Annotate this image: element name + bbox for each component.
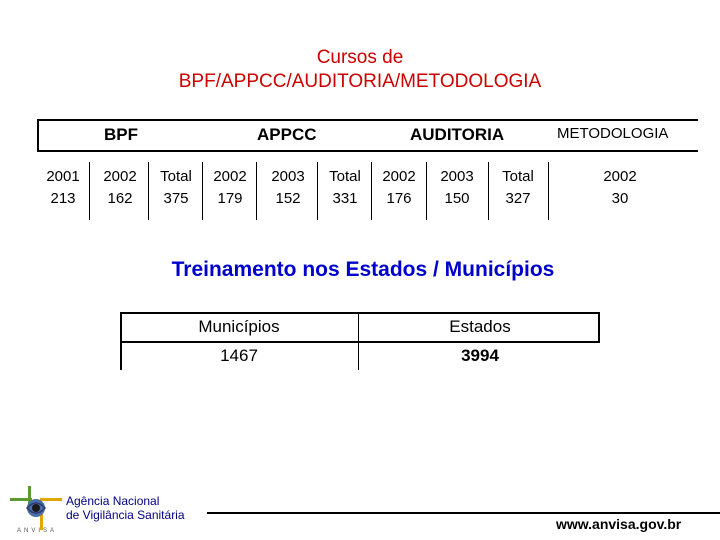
column-label: 2001	[46, 168, 80, 185]
column-divider	[256, 162, 257, 220]
column-label: 2002	[603, 168, 637, 185]
column-label: 2003	[440, 168, 474, 185]
column-label: 2003	[271, 168, 305, 185]
column-value: 375	[163, 190, 189, 207]
column-value: 162	[107, 190, 133, 207]
column-divider	[148, 162, 149, 220]
column-label: 2002	[103, 168, 137, 185]
course-column	[152, 166, 200, 210]
title-line-1: Cursos de	[316, 47, 404, 68]
column-divider	[548, 162, 549, 220]
agency-line-1: Agência Nacional	[66, 494, 160, 508]
group-header-metodologia: METODOLOGIA	[557, 125, 669, 142]
column-value: 30	[611, 190, 629, 207]
column-divider	[426, 162, 427, 220]
group-header-bpf: BPF	[104, 125, 138, 144]
column-label: 2002	[382, 168, 416, 185]
column-label: Total	[502, 168, 534, 185]
column-divider	[488, 162, 489, 220]
column-divider	[202, 162, 203, 220]
group-header-appcc: APPCC	[257, 125, 317, 144]
agency-line-2: de Vigilância Sanitária	[66, 508, 185, 522]
column-value: 150	[444, 190, 470, 207]
agency-name	[66, 494, 185, 522]
anvisa-logo-icon	[10, 486, 62, 530]
column-divider	[89, 162, 90, 220]
footer-rule	[207, 512, 720, 514]
column-label: 2002	[213, 168, 247, 185]
training-value-municipios: 1467	[220, 346, 258, 365]
column-value: 213	[50, 190, 76, 207]
course-column	[262, 166, 314, 210]
column-value: 176	[386, 190, 412, 207]
column-label: Total	[329, 168, 361, 185]
title-line-2: BPF/APPCC/AUDITORIA/METODOLOGIA	[178, 71, 542, 92]
course-column	[96, 166, 144, 210]
training-column-divider	[358, 312, 359, 370]
column-divider	[317, 162, 318, 220]
course-column	[40, 166, 86, 210]
course-column	[590, 166, 650, 210]
group-header-auditoria: AUDITORIA	[410, 125, 505, 144]
training-header-municipios: Municípios	[198, 317, 280, 336]
training-value-estados: 3994	[461, 346, 499, 365]
anvisa-logo-text: ANVISA	[17, 528, 58, 534]
column-value: 179	[217, 190, 243, 207]
column-value: 327	[505, 190, 531, 207]
course-column	[492, 166, 544, 210]
training-header-estados: Estados	[449, 317, 511, 336]
column-label: Total	[160, 168, 192, 185]
page-title	[0, 46, 720, 94]
footer-url: www.anvisa.gov.br	[556, 516, 682, 532]
column-value: 152	[275, 190, 301, 207]
column-value: 331	[332, 190, 358, 207]
column-divider	[371, 162, 372, 220]
training-heading: Treinamento nos Estados / Municípios	[171, 258, 555, 281]
course-column	[206, 166, 254, 210]
course-column	[430, 166, 484, 210]
course-column	[375, 166, 423, 210]
course-column	[321, 166, 369, 210]
